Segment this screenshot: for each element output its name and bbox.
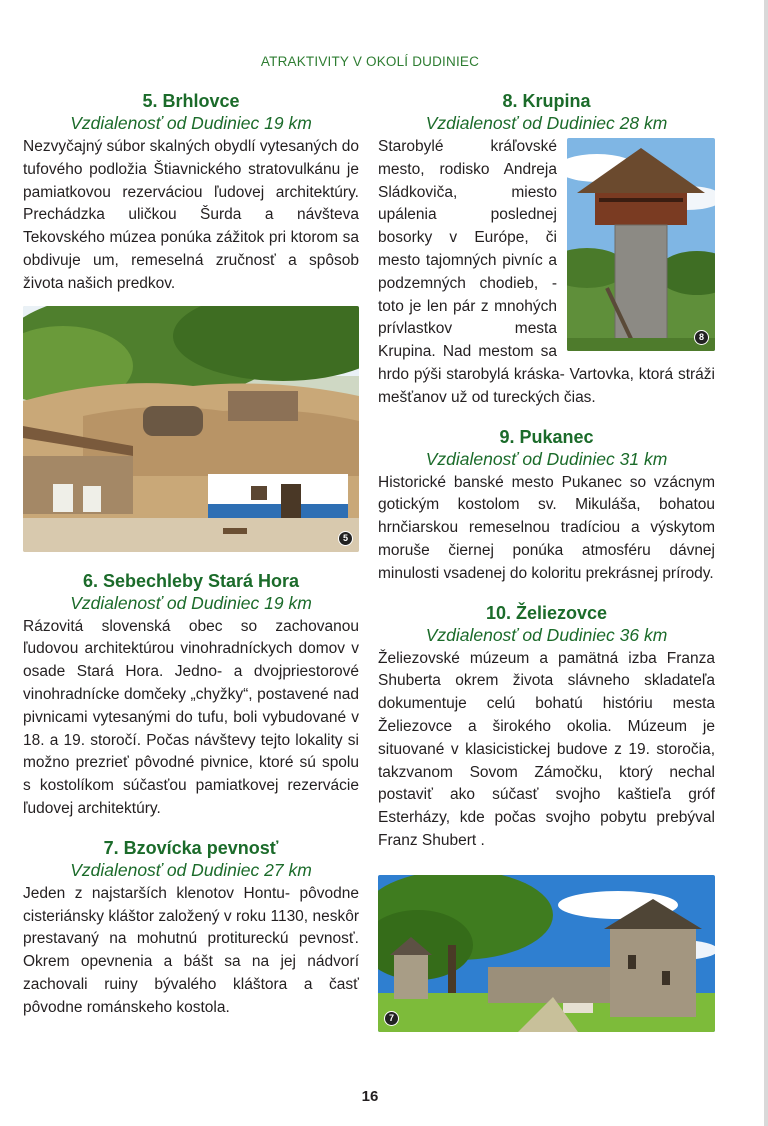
- right-column: [378, 90, 715, 1032]
- section-title: 10. Želiezovce: [485, 602, 608, 623]
- page-edge-rule: [764, 0, 768, 1126]
- section-title: 7. Bzovícka pevnosť: [103, 837, 279, 858]
- page-number: 16: [361, 1088, 379, 1105]
- section-title: 6. Sebechleby Stará Hora: [82, 570, 300, 591]
- photo-number-badge: 8: [694, 330, 709, 345]
- brhlovce-rock-dwellings-image: [23, 306, 359, 552]
- photo-number-badge: 7: [384, 1011, 399, 1026]
- section-distance: Vzdialenosť od Dudiniec 19 km: [70, 592, 312, 613]
- section-title: 8. Krupina: [502, 91, 591, 111]
- section-zeliezovce: [378, 602, 715, 853]
- section-krupina: [378, 90, 715, 410]
- section-distance: Vzdialenosť od Dudiniec 27 km: [70, 859, 312, 880]
- section-distance: Vzdialenosť od Dudiniec 19 km: [70, 113, 312, 133]
- photo-number-badge: 5: [338, 531, 353, 546]
- section-distance: Vzdialenosť od Dudiniec 28 km: [425, 113, 668, 133]
- left-column: [23, 90, 359, 1020]
- section-text: Jeden z najstarších klenotov Hontu- pôvodne cisteriánsky kláštor založený v roku 1130, neskôr prestavaný na mohutnú protitureckú pevnosť. Okrem opevnenia a bášt sa na jej nádvorí zachovali ruiny bývalého kláštora a časť pôvodne románskeho kostola.: [23, 884, 359, 1016]
- section-text: Nezvyčajný súbor skalných obydlí vytesaných do tufového podložia Štiavnického stratovulkánu je pamiatkovou rezerváciou ľudovej architektúry. Prechádzka uličkou Šurda a návšteva Tekovského múzea ponúka zážitok pri ktorom sa obdivuje um, remeselná zručnosť a spôsob života našich predkov.: [23, 138, 359, 292]
- section-text: Historické banské mesto Pukanec so vzácnym gotickým kostolom sv. Mikuláša, bohatou hrnčiarskou remeselnou tradíciou a výskytom moruše čiernej ponúka atmosféru dávnej minulosti vsadenej do koloritu prekrásnej prírody.: [378, 473, 715, 582]
- section-title: 5. Brhlovce: [142, 91, 240, 111]
- bzovik-fortress-image: [378, 875, 715, 1032]
- section-text: Starobylé kráľovské mesto, rodisko Andreja Sládkoviča, miesto upálenia poslednej bosorky v Európe, či mesto tajomných pivníc a podzemných chodieb, - toto je len pár z mnohých prívlastkov mesta Krupina. Nad mestom sa hrdo pýši starobylá kráska- Vartovka, ktorá stráži mešťanov už od tureckých čias.: [378, 138, 715, 406]
- section-distance: Vzdialenosť od Dudiniec 36 km: [425, 624, 668, 645]
- brhlovce-photo: [23, 306, 359, 552]
- section-text: Rázovitá slovenská obec so zachovanou ľudovou architektúrou vinohradníckych domov v osade Stará Hora. Jedno- a dvojpriestorové vinohradnícke domčeky „chyžky“, postavené nad pivnicami vytesanými do tufu, boli vybudované v 18. a 19. storočí. Počas návštevy tejto lokality si možno prezrieť pôvodné pivnice, ktoré sú spolu s kostolíkom súčasťou pamiatkovej rezervácie ľudovej architektúry.: [23, 617, 359, 817]
- section-bzovik: [23, 837, 359, 1020]
- page-header: ATRAKTIVITY V OKOLÍ DUDINIEC: [260, 54, 480, 69]
- section-text: Želiezovské múzeum a pamätná izba Franza Shuberta okrem života slávneho skladateľa dokumentuje celú bohatú históriu mesta Želiezovce a širokého okolia. Múzeum je situované v klasicistickej budove z 19. storočia, takzvanom Sovom Zámočku, ktorý nechal postaviť ako súčasť svojho kaštieľa gróf Esterházy, kde počas svojho pobytu prebýval Franz Shubert .: [378, 649, 715, 849]
- section-brhlovce: [23, 90, 359, 296]
- section-distance: Vzdialenosť od Dudiniec 31 km: [425, 448, 668, 469]
- section-pukanec: [378, 426, 715, 586]
- bzovik-photo: [378, 875, 715, 1032]
- krupina-photo: [567, 138, 715, 351]
- section-title: 9. Pukanec: [499, 426, 594, 447]
- section-sebechleby: [23, 570, 359, 821]
- vartovka-tower-image: [567, 138, 715, 351]
